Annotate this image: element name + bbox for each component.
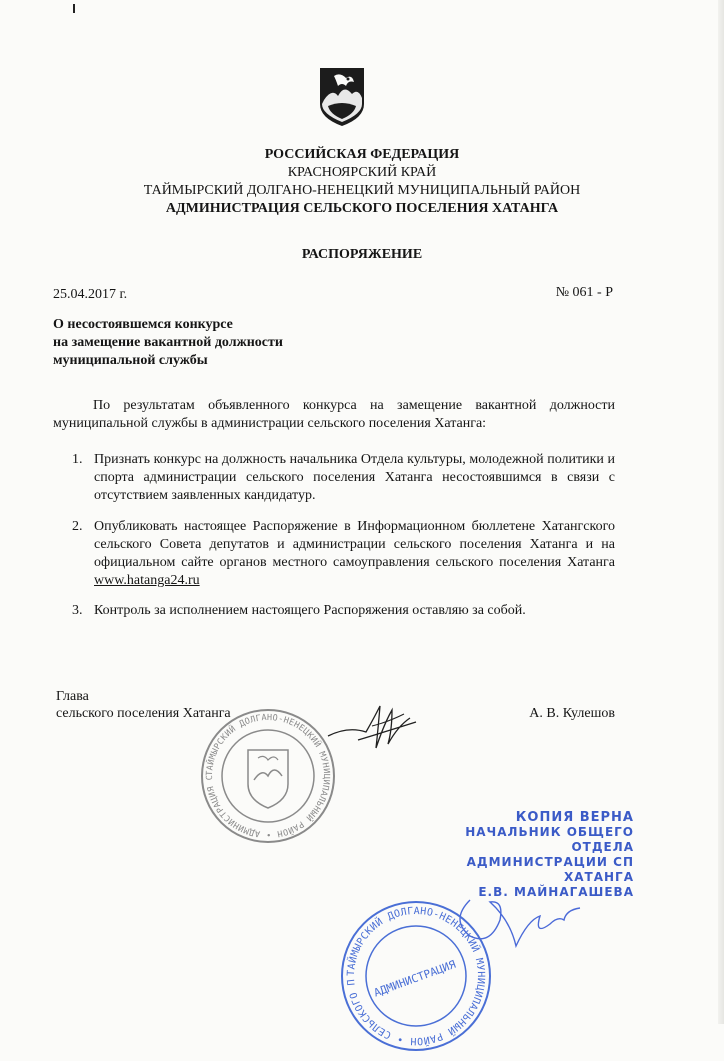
document-subject (53, 316, 353, 370)
document-number: № 061 - Р (555, 285, 613, 300)
website-link[interactable]: www.hatanga24.ru (94, 573, 200, 588)
coat-of-arms-emblem (318, 66, 366, 128)
signature-position-line2: сельского поселения Хатанга (56, 706, 231, 721)
subject-line: муниципальной службы (53, 353, 208, 368)
subject-line: О несостоявшемся конкурсе (53, 317, 233, 332)
scan-mark (73, 4, 75, 13)
item-text: Признать конкурс на должность начальника Отдела культуры, молодежной политики и спорта администрации сельского поселения Хатанга несостоявшимся в связи с отсутствием заявленных кандидатур. (94, 452, 615, 503)
item-text: Контроль за исполнением настоящего Распоряжения оставляю за собой. (94, 603, 526, 618)
copy-stamp-title: КОПИЯ ВЕРНА (515, 810, 634, 825)
preamble-paragraph: По результатам объявленного конкурса на замещение вакантной должности муниципальной службы в администрации сельского поселения Хатанга: (53, 398, 615, 431)
certification-seal (336, 896, 496, 1047)
signature-position-line1: Глава (56, 689, 89, 704)
item-number: 2. (72, 519, 83, 534)
official-seal (198, 706, 338, 846)
seal-ring-text: ТАЙМЫРСКИЙ ДОЛГАНО-НЕНЕЦКИЙ МУНИЦИПАЛЬНЫЙ РАЙОН • СЕЛЬСКОГО П (345, 905, 487, 1047)
seal-inner-text: АДМИНИСТРАЦИЯ (372, 957, 458, 1000)
copy-stamp-line: НАЧАЛЬНИК ОБЩЕГО ОТДЕЛА (465, 825, 634, 854)
header-administration: АДМИНИСТРАЦИЯ СЕЛЬСКОГО ПОСЕЛЕНИЯ ХАТАНГА (165, 201, 559, 216)
subject-line: на замещение вакантной должности (53, 335, 283, 350)
signatory-name: А. В. Кулешов (529, 706, 615, 721)
header-district: ТАЙМЫРСКИЙ ДОЛГАНО-НЕНЕЦКИЙ МУНИЦИПАЛЬНЫЙ РАЙОН (143, 183, 581, 198)
item-number: 1. (72, 452, 83, 467)
item-number: 3. (72, 603, 83, 618)
header-region: КРАСНОЯРСКИЙ КРАЙ (287, 165, 437, 180)
document-date: 25.04.2017 г. (53, 287, 128, 302)
copy-stamp-line: АДМИНИСТРАЦИИ СП ХАТАНГА (466, 855, 634, 884)
header-country: РОССИЙСКАЯ ФЕДЕРАЦИЯ (264, 147, 460, 162)
handwritten-signature (318, 696, 428, 766)
item-text (94, 518, 615, 590)
copy-stamp-line: Е.В. МАЙНАГАШЕВА (478, 885, 634, 899)
document-type: РАСПОРЯЖЕНИЕ (301, 247, 423, 262)
item-text-body: Опубликовать настоящее Распоряжение в Информационном бюллетене Хатангского сельского Совета депутатов и администрации сельского поселения Хатанга и на официальном сайте органов местного самоуправления сельского поселения Хатанга (94, 519, 615, 570)
seal-ring-text: ТАЙМЫРСКИЙ ДОЛГАНО-НЕНЕЦКИЙ МУНИЦИПАЛЬНЫЙ РАЙОН • АДМИНИСТРАЦИЯ С (204, 712, 332, 840)
